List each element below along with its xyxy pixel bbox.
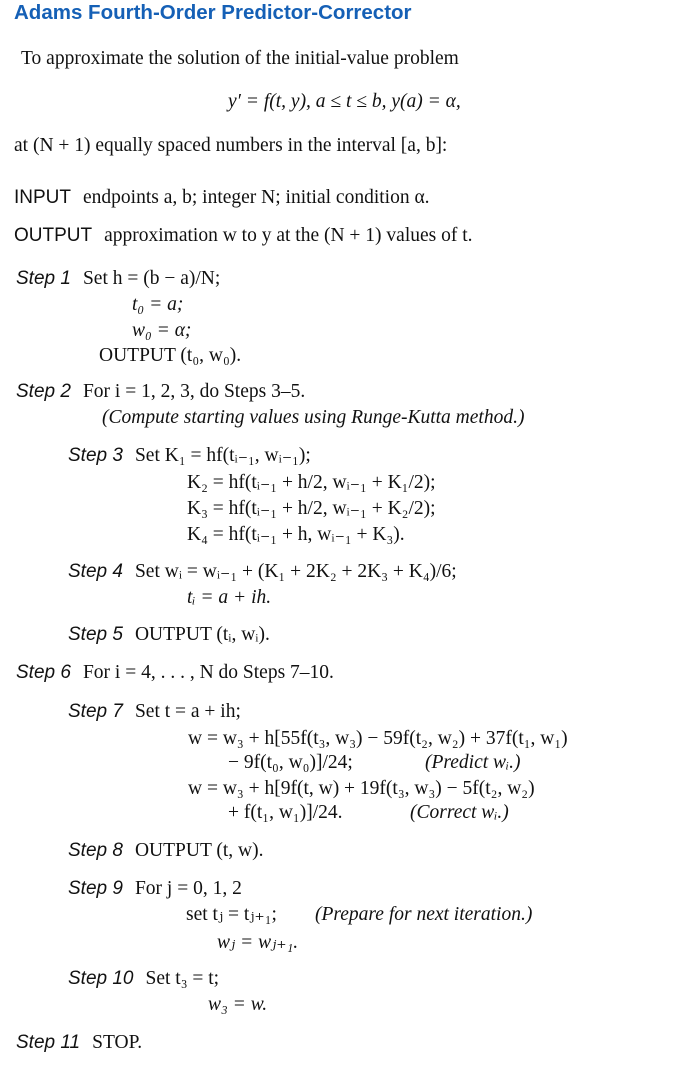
step-line: tᵢ = a + ih. — [187, 587, 272, 608]
step-7 — [68, 700, 241, 724]
step-label: Step 8 — [68, 840, 123, 861]
step-line: OUTPUT (t₀, w₀). — [99, 345, 242, 366]
step-line: Set K₁ = hf(tᵢ₋₁, wᵢ₋₁); — [134, 445, 311, 466]
input-label: INPUT — [14, 187, 71, 208]
step-line: OUTPUT (tᵢ, wᵢ). — [134, 624, 270, 645]
input-text: endpoints a, b; integer N; initial condition α. — [83, 187, 430, 208]
step-line: For i = 1, 2, 3, do Steps 3–5. — [82, 381, 306, 402]
step-line: t₀ = a; — [132, 294, 184, 315]
step-3 — [68, 444, 311, 468]
step-2 — [16, 380, 305, 404]
step-line: w = w₃ + h[9f(t, w) + 19f(t₃, w₃) − 5f(t₂, w₂) — [188, 778, 535, 799]
step-line: w = w₃ + h[55f(t₃, w₃) − 59f(t₂, w₂) + 37f(t₁, w₁) — [188, 728, 568, 749]
step-line: + f(t₁, w₁)]/24. — [228, 802, 343, 823]
step-line: STOP. — [92, 1032, 143, 1053]
step-11 — [16, 1031, 142, 1055]
step-line: − 9f(t₀, w₀)]/24; — [228, 752, 353, 773]
step-4 — [68, 560, 457, 584]
step-line: wⱼ = wⱼ₊₁. — [217, 932, 299, 953]
ivp-equation: y′ = f(t, y), a ≤ t ≤ b, y(a) = α, — [228, 91, 461, 112]
step-label: Step 10 — [68, 968, 134, 989]
step-9 — [68, 877, 242, 901]
step-line: K₂ = hf(tᵢ₋₁ + h/2, wᵢ₋₁ + K₁/2); — [187, 472, 436, 493]
step-8 — [68, 839, 264, 863]
step-line: w₃ = w. — [208, 994, 268, 1015]
step-5 — [68, 623, 270, 647]
step-label: Step 3 — [68, 445, 123, 466]
step-line: For i = 4, . . . , N do Steps 7–10. — [82, 662, 334, 683]
step-label: Step 11 — [16, 1032, 81, 1053]
step-label: Step 9 — [68, 878, 123, 899]
step-label: Step 2 — [16, 381, 71, 402]
step-label: Step 1 — [16, 268, 71, 289]
output-line — [14, 224, 473, 248]
interval-text: at (N + 1) equally spaced numbers in the interval [a, b]: — [14, 135, 448, 156]
output-text: approximation w to y at the (N + 1) values of t. — [104, 225, 473, 246]
intro-text: To approximate the solution of the initial-value problem — [21, 48, 459, 69]
step-line: Set t₃ = t; — [145, 968, 220, 989]
step-line: K₃ = hf(tᵢ₋₁ + h/2, wᵢ₋₁ + K₂/2); — [187, 498, 436, 519]
algorithm-title: Adams Fourth-Order Predictor-Corrector — [14, 1, 412, 24]
step-label: Step 5 — [68, 624, 123, 645]
output-label: OUTPUT — [14, 225, 93, 246]
step-1 — [16, 267, 220, 291]
step-line: OUTPUT (t, w). — [134, 840, 264, 861]
step-label: Step 4 — [68, 561, 123, 582]
step-line: set tⱼ = tⱼ₊₁; — [186, 904, 277, 925]
step-6 — [16, 661, 334, 685]
step-annotation: (Prepare for next iteration.) — [315, 904, 533, 925]
step-line: K₄ = hf(tᵢ₋₁ + h, wᵢ₋₁ + K₃). — [187, 524, 405, 545]
step-line: For j = 0, 1, 2 — [134, 878, 242, 899]
step-line: Set wᵢ = wᵢ₋₁ + (K₁ + 2K₂ + 2K₃ + K₄)/6; — [134, 561, 457, 582]
step-10 — [68, 967, 219, 991]
step-annotation: (Predict wᵢ.) — [425, 752, 521, 773]
step-line: (Compute starting values using Runge-Kutta method.) — [102, 407, 525, 428]
step-label: Step 6 — [16, 662, 71, 683]
step-line: Set t = a + ih; — [134, 701, 241, 722]
step-line: w₀ = α; — [132, 320, 192, 341]
step-line: Set h = (b − a)/N; — [82, 268, 221, 289]
input-line — [14, 186, 430, 210]
step-annotation: (Correct wᵢ.) — [410, 802, 509, 823]
step-label: Step 7 — [68, 701, 123, 722]
